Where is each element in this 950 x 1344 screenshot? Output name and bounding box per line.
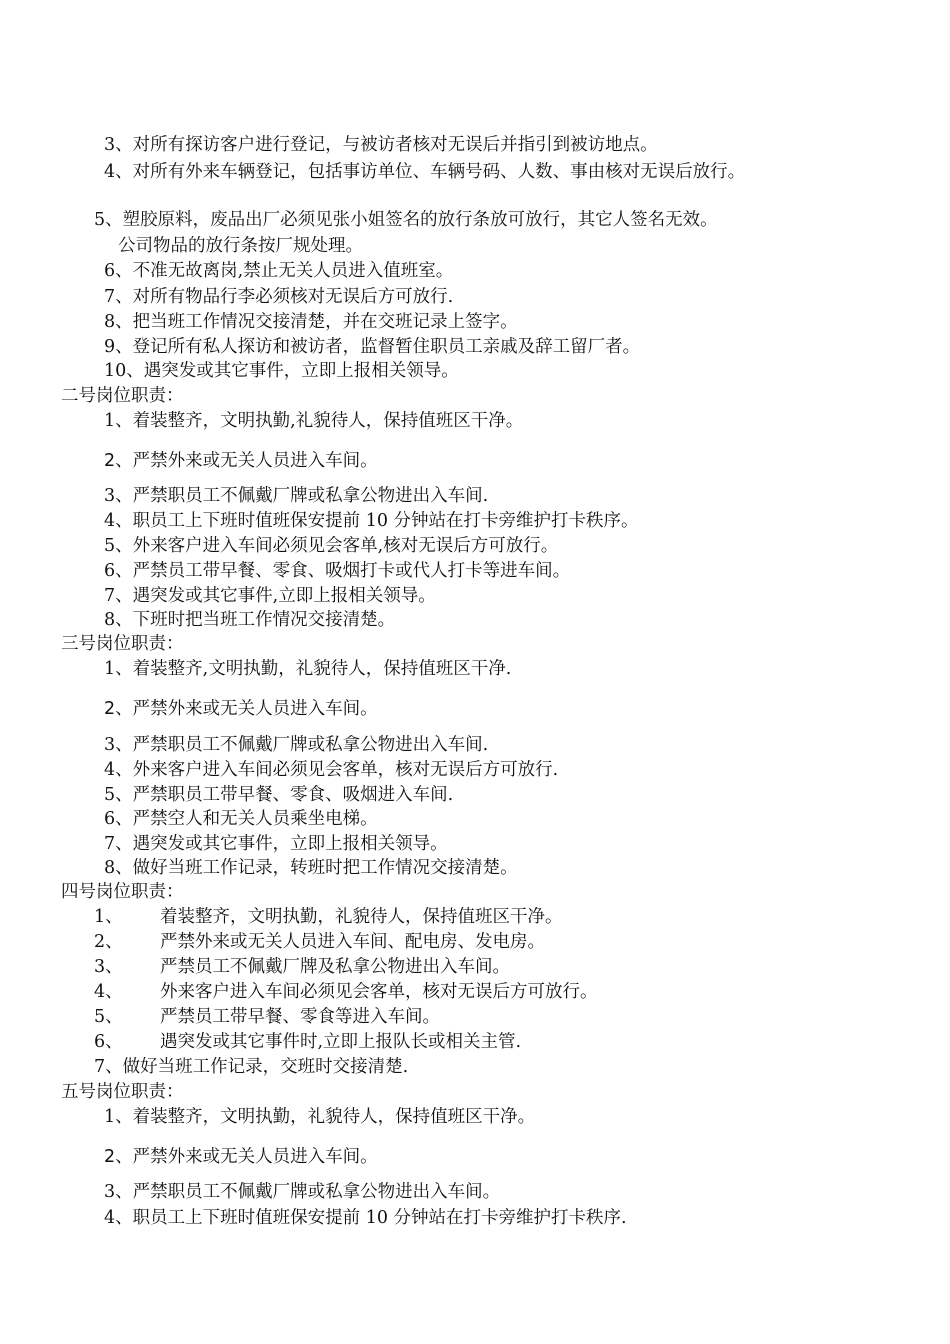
text-line: 9、登记所有私人探访和被访者，监督暂住职员工亲戚及辞工留厂者。 [104, 337, 641, 357]
text-line: 3、严禁职员工不佩戴厂牌或私拿公物进出入车间。 [104, 1182, 501, 1202]
text-line: 2、严禁外来或无关人员进入车间。 [104, 699, 378, 719]
text-line: 4、外来客户进入车间必须见会客单，核对无误后方可放行. [104, 760, 559, 780]
text-line: 6、不准无故离岗,禁止无关人员进入值班室。 [104, 261, 454, 281]
text-line: 7、做好当班工作记录，交班时交接清楚. [94, 1057, 409, 1077]
section-heading: 四号岗位职责： [61, 882, 184, 902]
numbered-item [0, 1030, 950, 1054]
text-line: 1、着装整齐，文明执勤,礼貌待人，保持值班区干净。 [104, 411, 524, 431]
text-line: 3、严禁职员工不佩戴厂牌或私拿公物进出入车间. [104, 735, 489, 755]
text-line: 7、遇突发或其它事件，立即上报相关领导。 [104, 834, 448, 854]
item-text: 严禁员工不佩戴厂牌及私拿公物进出入车间。 [160, 957, 510, 977]
numbered-item [0, 980, 950, 1004]
text-line: 7、对所有物品行李必须核对无误后方可放行. [104, 287, 454, 307]
text-line: 6、严禁员工带早餐、零食、吸烟打卡或代人打卡等进车间。 [104, 561, 571, 581]
item-number: 2、 [94, 932, 123, 952]
text-line: 2、严禁外来或无关人员进入车间。 [104, 1147, 378, 1167]
item-text: 严禁员工带早餐、零食等进入车间。 [160, 1007, 440, 1027]
numbered-item [0, 930, 950, 954]
item-text: 外来客户进入车间必须见会客单，核对无误后方可放行。 [160, 982, 598, 1002]
item-number: 1、 [94, 907, 123, 927]
text-line: 3、对所有探访客户进行登记，与被访者核对无误后并指引到被访地点。 [104, 135, 658, 155]
text-line: 1、着装整齐，文明执勤，礼貌待人，保持值班区干净。 [104, 1107, 536, 1127]
text-line: 8、把当班工作情况交接清楚，并在交班记录上签字。 [104, 312, 518, 332]
text-line: 1、着装整齐,文明执勤，礼貌待人，保持值班区干净. [104, 659, 512, 679]
item-text: 着装整齐，文明执勤，礼貌待人，保持值班区干净。 [160, 907, 563, 927]
item-number: 6、 [94, 1032, 123, 1052]
text-line: 公司物品的放行条按厂规处理。 [118, 236, 363, 256]
section-heading: 五号岗位职责： [61, 1082, 184, 1102]
item-number: 3、 [94, 957, 123, 977]
text-line-content: 4、对所有外来车辆登记，包括事访单位、车辆号码、人数、事由核对无误后放行。 [104, 162, 746, 182]
text-line: 3、严禁职员工不佩戴厂牌或私拿公物进出入车间. [104, 486, 489, 506]
numbered-item [0, 955, 950, 979]
item-number: 5、 [94, 1007, 123, 1027]
section-heading: 二号岗位职责： [61, 386, 184, 406]
text-line: 5、严禁职员工带早餐、零食、吸烟进入车间. [104, 785, 454, 805]
text-line: 2、严禁外来或无关人员进入车间。 [104, 451, 378, 471]
text-line: 10、遇突发或其它事件，立即上报相关领导。 [104, 361, 459, 381]
item-number: 4、 [94, 982, 123, 1002]
text-line: 8、做好当班工作记录，转班时把工作情况交接清楚。 [104, 858, 518, 878]
section-heading: 三号岗位职责： [61, 634, 184, 654]
text-line-wrapped [0, 160, 910, 184]
text-line: 5、外来客户进入车间必须见会客单,核对无误后方可放行。 [104, 536, 559, 556]
text-line: 6、严禁空人和无关人员乘坐电梯。 [104, 809, 378, 829]
item-text: 严禁外来或无关人员进入车间、配电房、发电房。 [160, 932, 545, 952]
text-line: 4、职员工上下班时值班保安提前 10 分钟站在打卡旁维护打卡秩序。 [104, 511, 639, 531]
numbered-item [0, 1005, 950, 1029]
text-line: 5、塑胶原料，废品出厂必须见张小姐签名的放行条放可放行，其它人签名无效。 [94, 210, 718, 230]
text-line: 4、职员工上下班时值班保安提前 10 分钟站在打卡旁维护打卡秩序. [104, 1208, 627, 1228]
item-text: 遇突发或其它事件时,立即上报队长或相关主管. [160, 1032, 522, 1052]
text-line: 7、遇突发或其它事件,立即上报相关领导。 [104, 586, 436, 606]
numbered-item [0, 905, 950, 929]
text-line: 8、下班时把当班工作情况交接清楚。 [104, 610, 396, 630]
